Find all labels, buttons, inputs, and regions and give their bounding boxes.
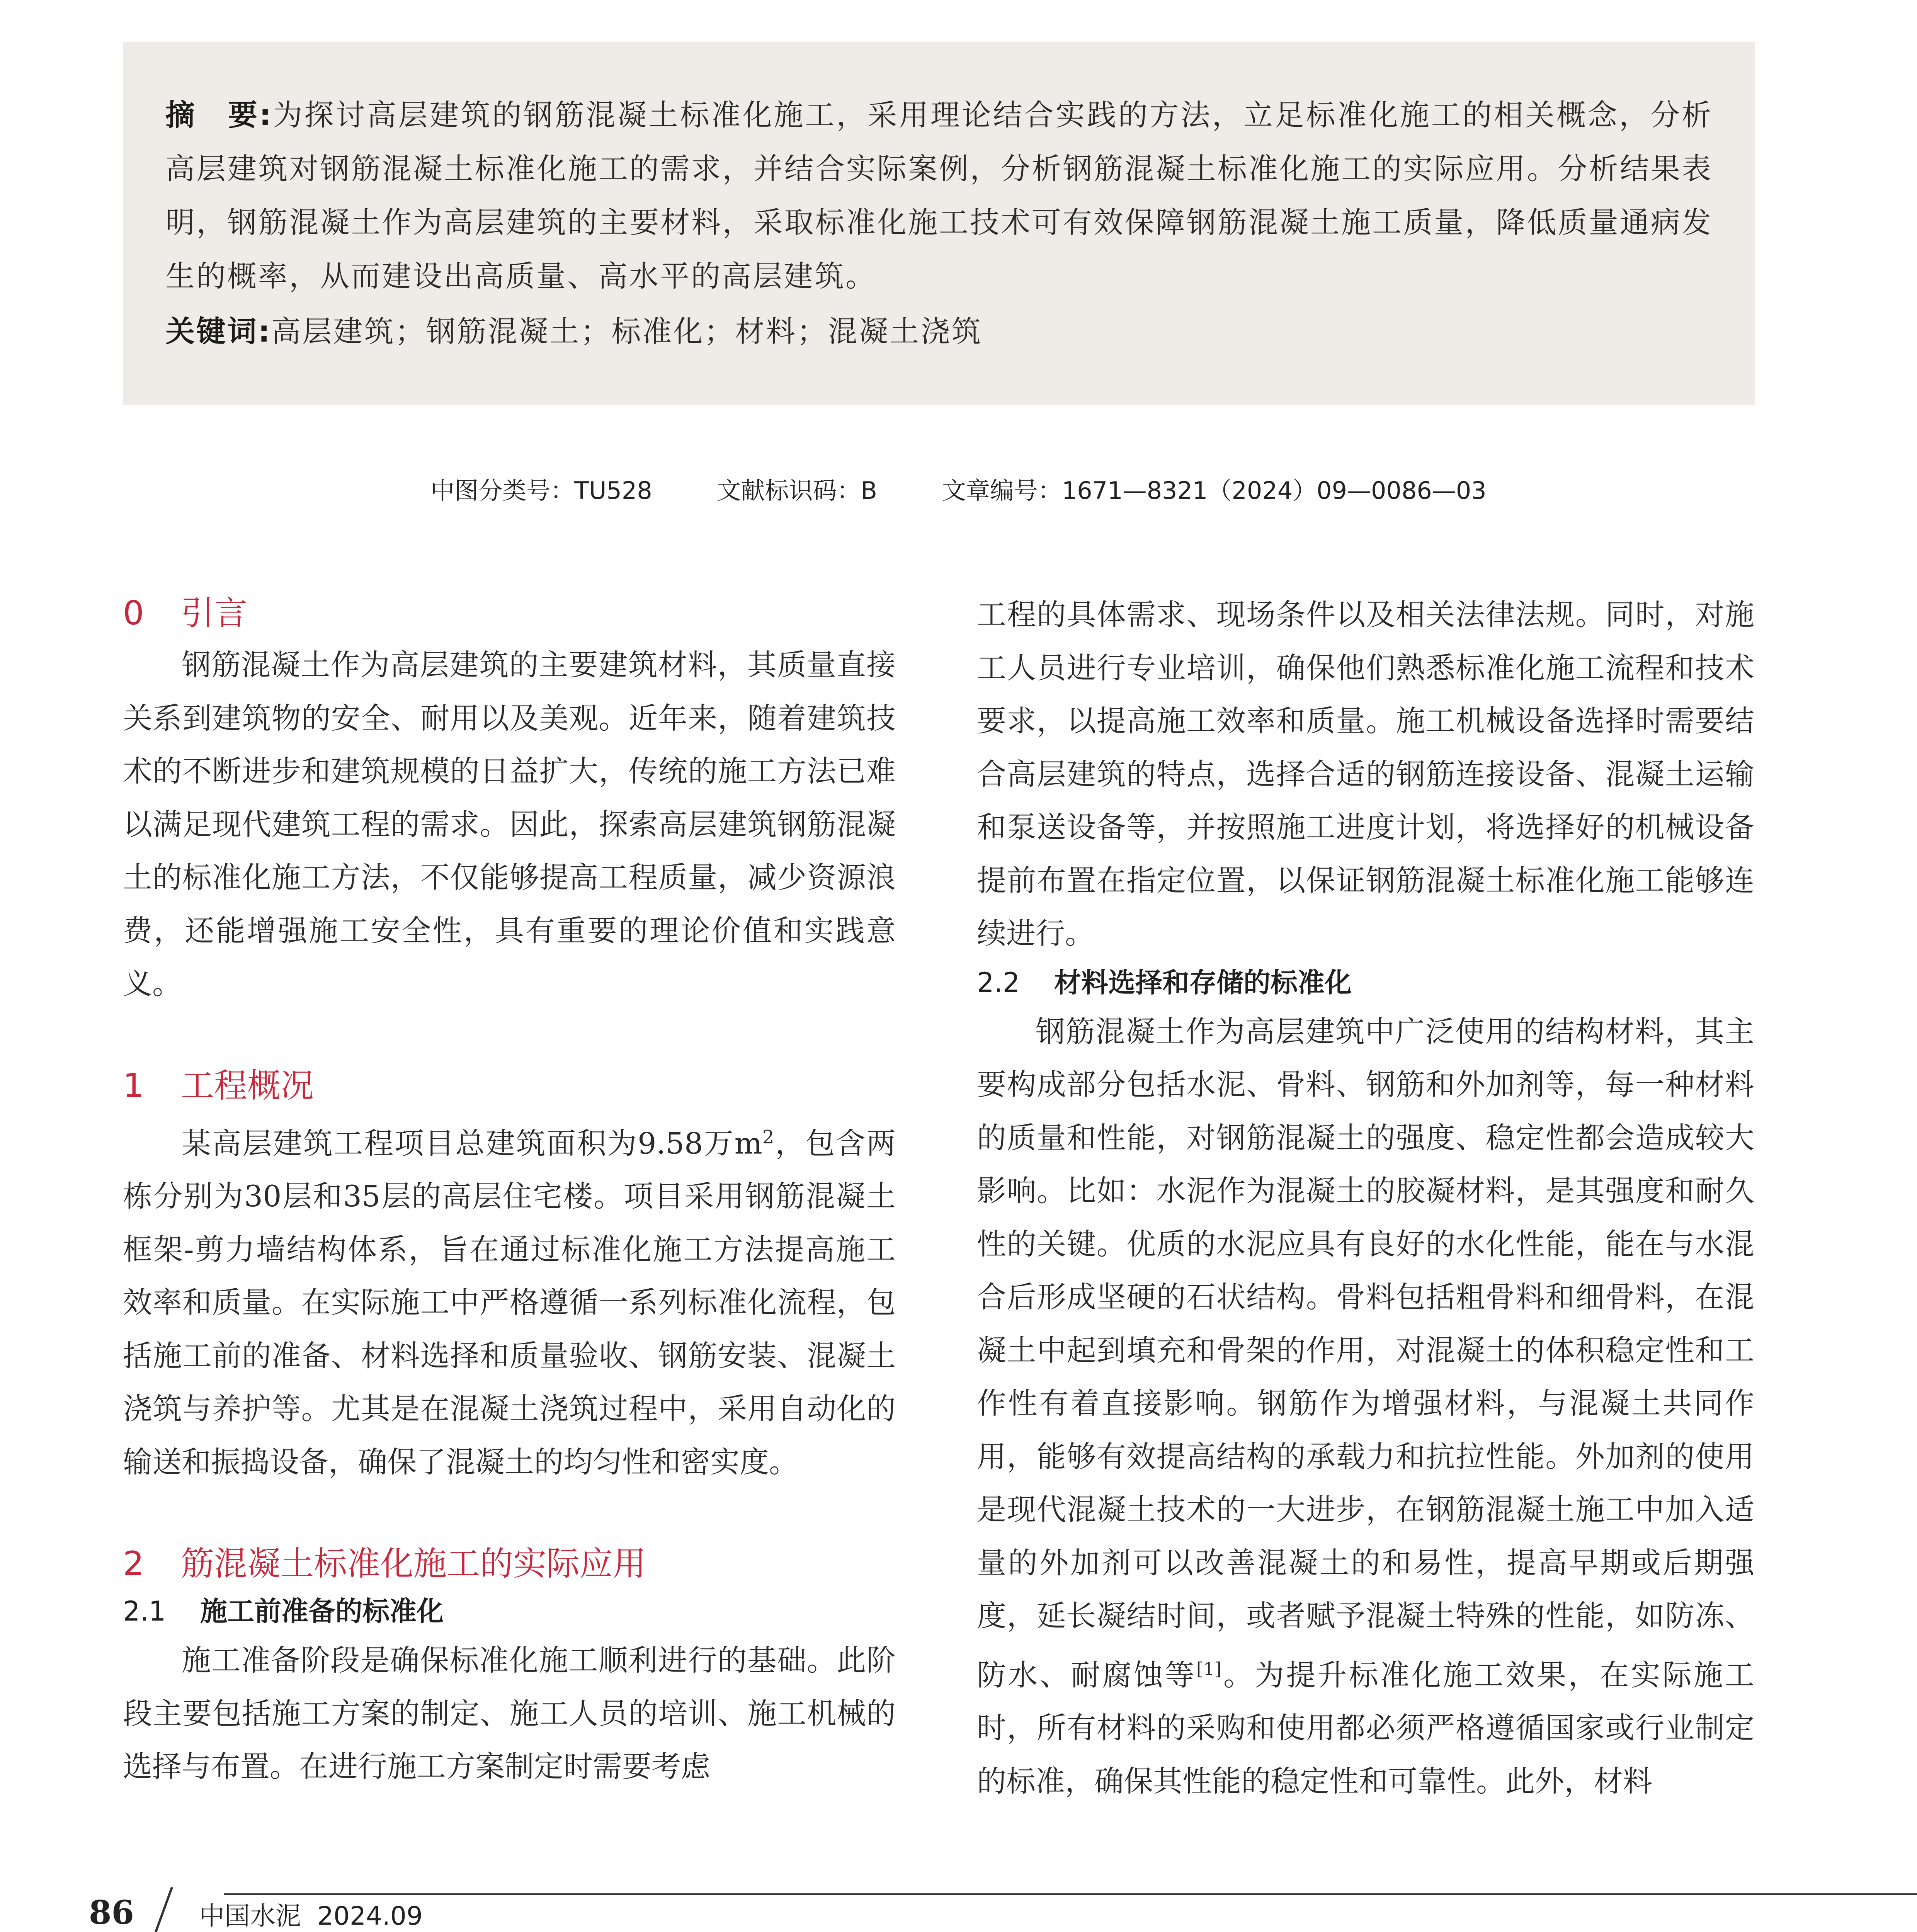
abstract-box xyxy=(123,42,1755,405)
classification-line xyxy=(0,471,1917,506)
subsection-2-2-paragraph xyxy=(977,1005,1754,1808)
page-number: 86 xyxy=(89,1893,134,1932)
paragraph-text: 钢筋混凝土作为高层建筑中广泛使用的结构材料，其主要构成部分包括水泥、骨料、钢筋和外加剂等，每一种材料的质量和性能，对钢筋混凝土的强度、稳定性都会造成较大影响。比如：水泥作为混凝土的胶凝材料，是其强度和耐久性的关键。优质的水泥应具有良好的水化性能，能在与水混合后形成坚硬的石状结构。骨料包括粗骨料和细骨料，在混凝土中起到填充和骨架的作用，对混凝土的体积稳定性和工作性有着直接影响。钢筋作为增强材料，与混凝土共同作用，能够有效提高结构的承载力和抗拉性能。外加剂的使用是现代混凝土技术的一大进步，在钢筋混凝土施工中加入适量的外加剂可以改善混凝土的和易性，提高早期或后期强度，延长凝结时间，或者赋予混凝土特殊的性能，如防冻、防水、耐腐蚀等 xyxy=(977,1014,1754,1692)
continued-paragraph: 工程的具体需求、现场条件以及相关法律法规。同时，对施工人员进行专业培训，确保他们熟悉标准化施工流程和技术要求，以提高施工效率和质量。施工机械设备选择时需要结合高层建筑的特点，选择合适的钢筋连接设备、混凝土运输和泵送设备等，并按照施工进度计划，将选择好的机械设备提前布置在指定位置，以保证钢筋混凝土标准化施工能够连续进行。 xyxy=(977,597,1754,951)
paragraph-text: 。为提升标准化施工效果，在实际施工时，所有材料的采购和使用都必须严格遵循国家或行业制定的标准，确保其性能的稳定性和可靠性。此外，材料 xyxy=(977,1657,1755,1798)
subsection-2-1-heading xyxy=(123,1589,896,1634)
paragraph-text: ，包含两栋分别为30层和35层的高层住宅楼。项目采用钢筋混凝土框架-剪力墙结构体系，旨在通过标准化施工方法提高施工效率和质量。在实际施工中严格遵循一系列标准化流程，包括施工前的准备、材料选择和质量验收、钢筋安装、混凝土浇筑与养护等。尤其是在混凝土浇筑过程中，采用自动化的输送和振捣设备，确保了混凝土的均匀性和密实度。 xyxy=(123,1126,896,1479)
section-number: 2 xyxy=(123,1544,144,1583)
journal-name xyxy=(199,1895,423,1932)
subsection-2-2-heading xyxy=(977,960,1754,1005)
subsection-2-1-paragraph: 施工准备阶段是确保标准化施工顺利进行的基础。此阶段主要包括施工方案的制定、施工人员的培训、施工机械的选择与布置。在进行施工方案制定时需要考虑 xyxy=(123,1643,896,1784)
section-title: 筋混凝土标准化施工的实际应用 xyxy=(181,1544,646,1583)
superscript: 2 xyxy=(762,1126,774,1148)
section-0-paragraph: 钢筋混凝土作为高层建筑的主要建筑材料，其质量直接关系到建筑物的安全、耐用以及美观。近年来，随着建筑技术的不断进步和建筑规模的日益扩大，传统的施工方法已难以满足现代建筑工程的需求。因此，探索高层建筑钢筋混凝土的标准化施工方法，不仅能够提高工程质量，减少资源浪费，还能增强施工安全性，具有重要的理论价值和实践意义。 xyxy=(123,648,896,1001)
section-1-heading xyxy=(123,1061,896,1111)
abstract-paragraph xyxy=(165,88,1713,303)
keywords-label: 关键词: xyxy=(165,314,272,349)
abstract-label: 摘 要: xyxy=(165,98,273,132)
section-title: 引言 xyxy=(181,594,247,633)
section-number: 0 xyxy=(123,594,144,633)
citation-ref: [1] xyxy=(1196,1658,1221,1679)
document-code: 文献标识码：B xyxy=(717,476,878,505)
footer-slash xyxy=(154,1887,173,1932)
subsection-number: 2.1 xyxy=(123,1595,166,1628)
clc-number: 中图分类号：TU528 xyxy=(430,476,652,505)
keywords-paragraph xyxy=(165,304,1713,358)
section-1-paragraph xyxy=(123,1111,896,1489)
right-column xyxy=(977,588,1754,1808)
journal-title: 中国水泥 xyxy=(199,1901,301,1931)
paragraph-text: 某高层建筑工程项目总建筑面积为9.58万m xyxy=(182,1126,762,1160)
keywords-text: 高层建筑；钢筋混凝土；标准化；材料；混凝土浇筑 xyxy=(271,314,983,349)
footer-rule xyxy=(224,1893,1917,1895)
left-column xyxy=(123,588,896,1793)
section-number: 1 xyxy=(123,1066,144,1105)
section-title: 工程概况 xyxy=(181,1066,314,1105)
subsection-number: 2.2 xyxy=(977,966,1020,998)
article-number: 文章编号：1671—8321（2024）09—0086—03 xyxy=(942,476,1487,505)
abstract-text: 为探讨高层建筑的钢筋混凝土标准化施工，采用理论结合实践的方法，立足标准化施工的相关概念，分析高层建筑对钢筋混凝土标准化施工的需求，并结合实际案例，分析钢筋混凝土标准化施工的实际应用。分析结果表明，钢筋混凝土作为高层建筑的主要材料，采取标准化施工技术可有效保障钢筋混凝土施工质量，降低质量通病发生的概率，从而建设出高质量、高水平的高层建筑。 xyxy=(165,98,1713,293)
journal-issue: 2024.09 xyxy=(317,1901,423,1931)
section-0-heading xyxy=(123,588,896,638)
subsection-title: 施工前准备的标准化 xyxy=(200,1595,444,1628)
subsection-title: 材料选择和存储的标准化 xyxy=(1054,966,1352,998)
section-2-heading xyxy=(123,1539,896,1589)
